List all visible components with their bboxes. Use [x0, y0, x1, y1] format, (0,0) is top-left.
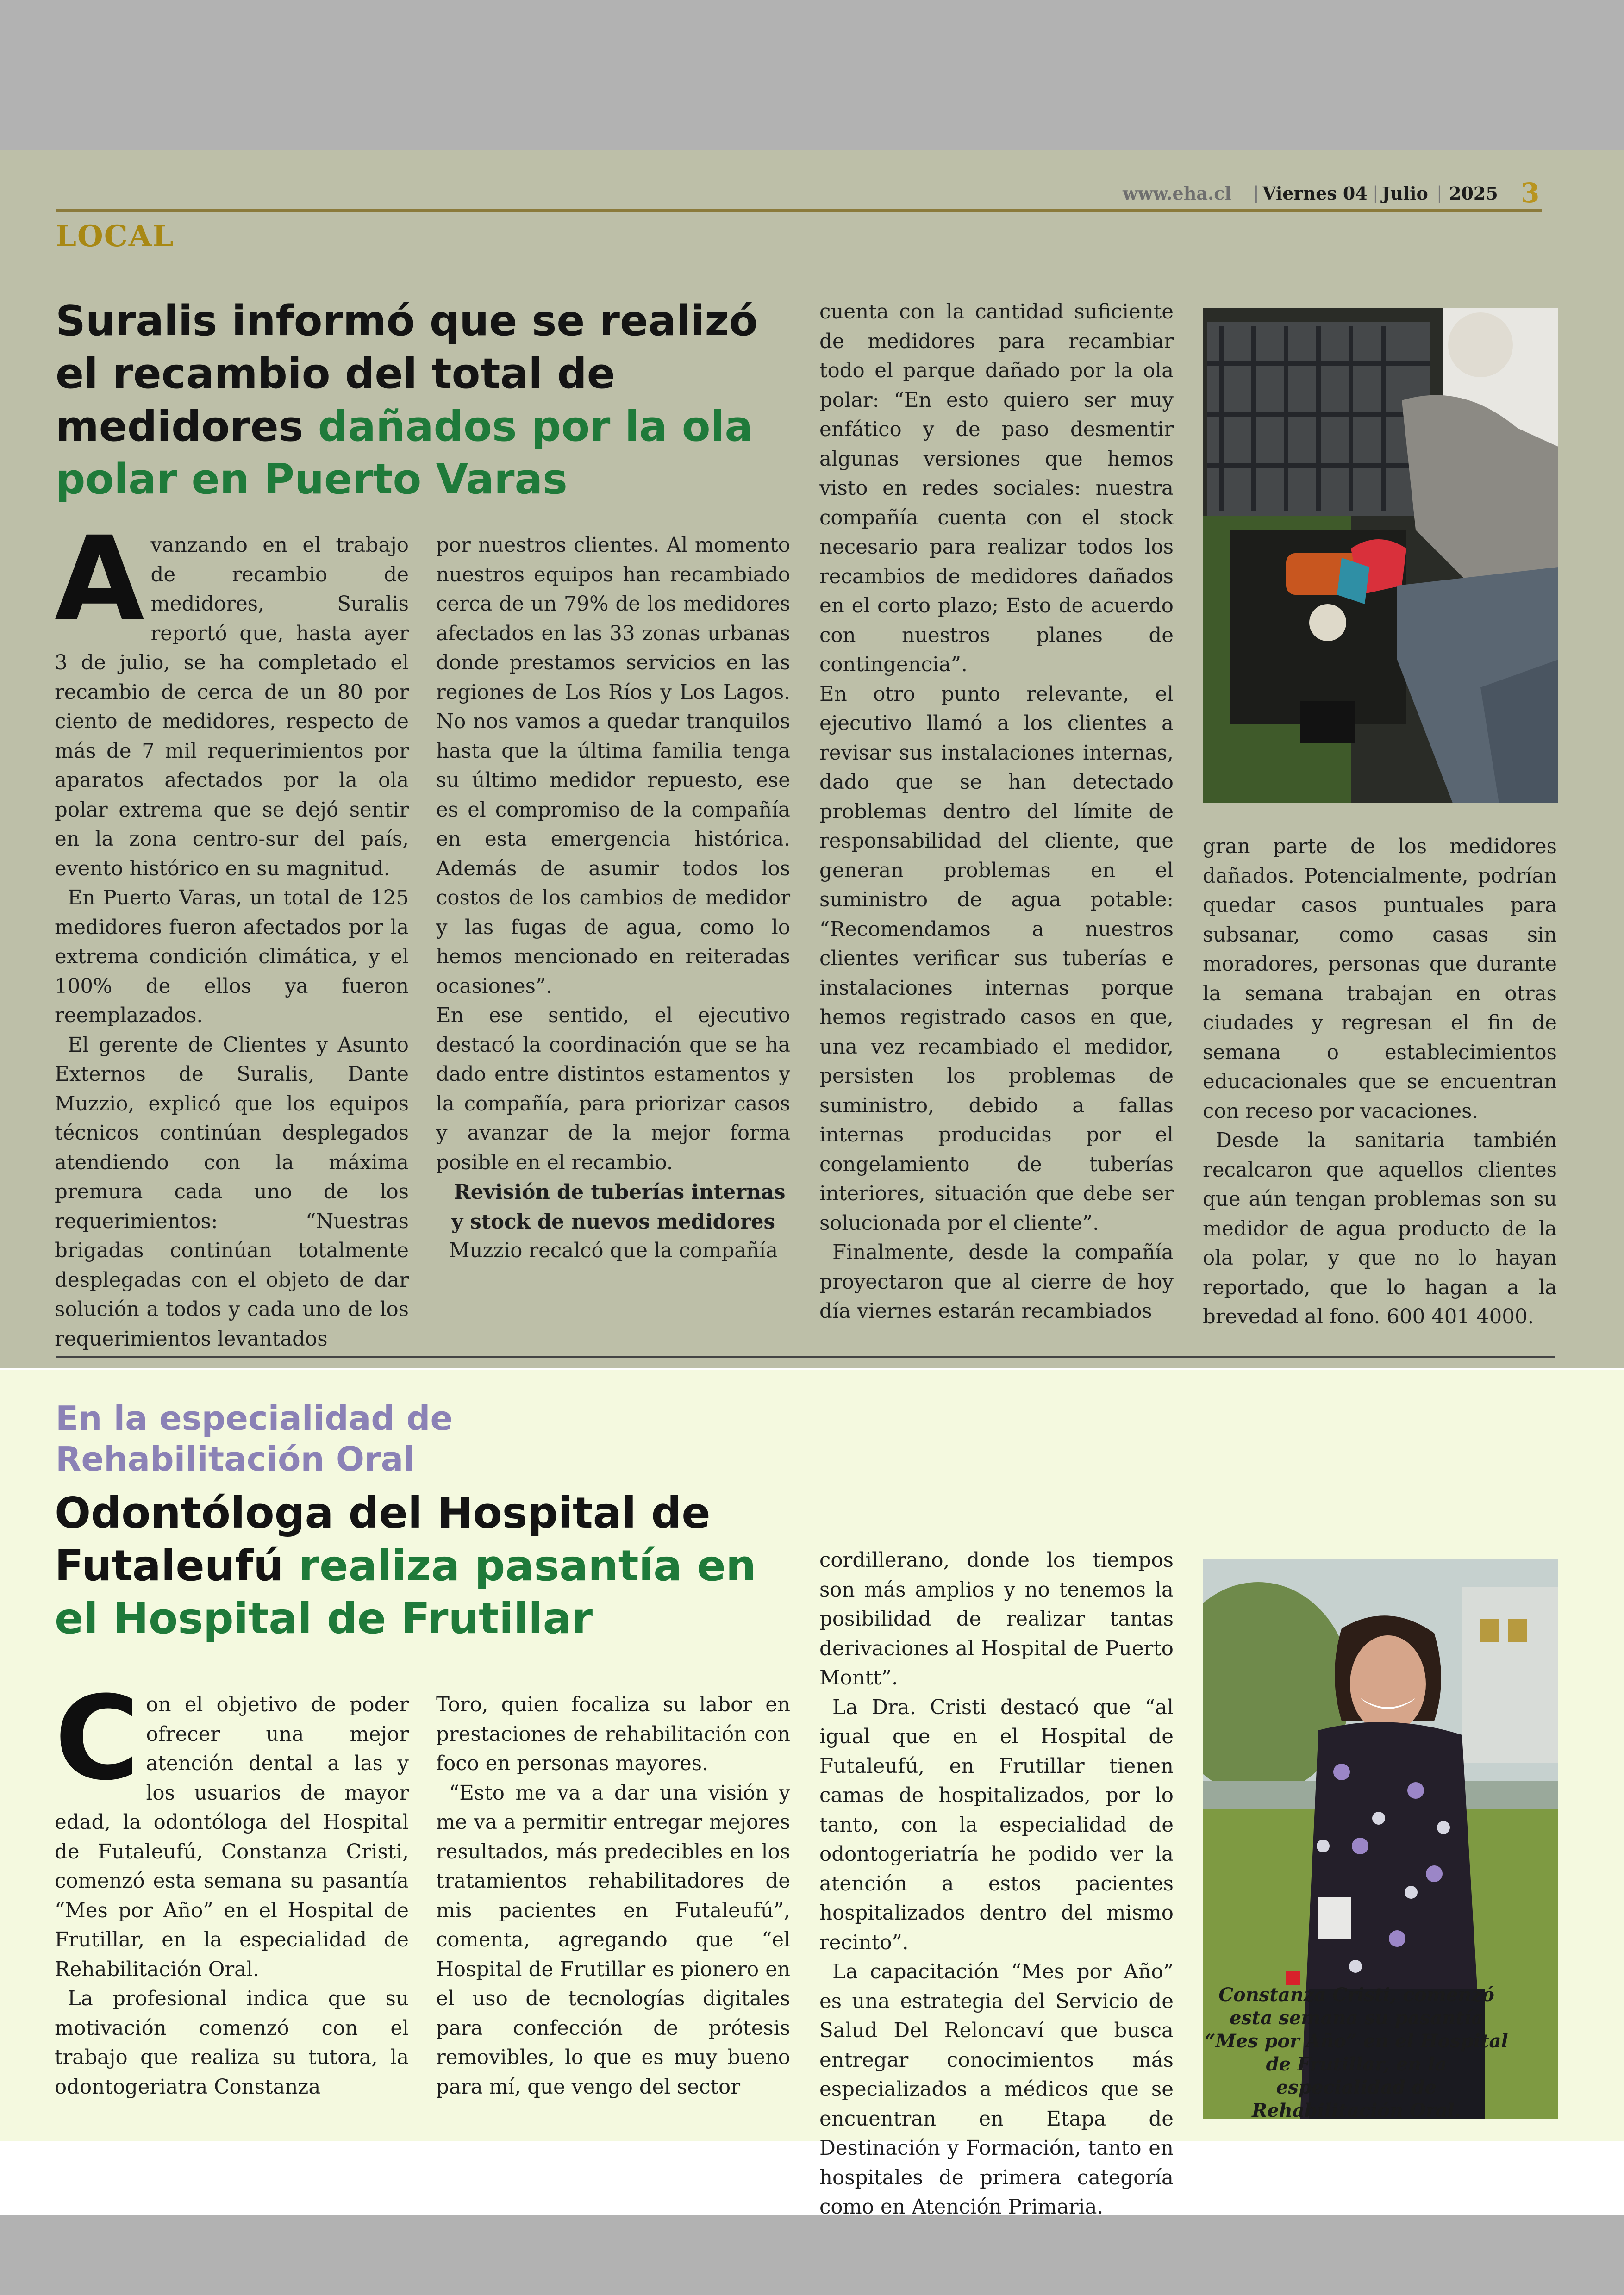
- page-number: 3: [1521, 177, 1540, 209]
- newspaper-page: [0, 150, 1624, 2219]
- header-url[interactable]: www.eha.cl: [1123, 183, 1231, 204]
- paragraph: por nuestros clientes. Al momento nuestros equipos han recambiado cerca de un 79% de los medidores afectados en las 33 zonas urbanas donde prestamos servicios en las regiones de Los Ríos y Los Lagos. No nos vamos a quedar tranquilos hasta que la última familia tenga su último medidor repuesto, ese es el compromiso de la compañía en esta emergencia histórica. Además de asumir todos los costos de los cambios de medidor y las fugas de agua, como lo hemos mencionado en reiteradas ocasiones”.: [436, 534, 790, 998]
- paragraph: gran parte de los medidores dañados. Potencialmente, podrían quedar casos puntuales para subsanar, como casas sin moradores, personas que durante la semana trabajan en otras ciudades y regresan el fin de semana o establecimientos educacionales que se encuentran con receso por vacaciones.: [1203, 835, 1557, 1123]
- article-headline: [55, 1487, 795, 1645]
- paragraph: En otro punto relevante, el ejecutivo llamó a los clientes a revisar sus instalaciones internas, dado que se han detectado problemas dentro del límite de responsabilidad del cliente, que generan problemas en el suministro de agua potable: “Recomendamos a nuestros clientes verificar sus tuberías e instalaciones internas porque hemos registrado casos en que, una vez recambiado el medidor, persisten los problemas de suministro, debido a fallas internas producidas por el congelamiento de tuberías interiores, situación que debe ser solucionada por el cliente”.: [819, 682, 1174, 1235]
- photo-caption: Constanza Cristi, comenzó esta semana su pasantía “Mes por Año” en el Hospital de Frutillar, en la especialidad de Rehabilitación Oral.: [1205, 1984, 1508, 2121]
- paragraph: La profesional indica que su motivación comenzó con el trabajo que realiza su tutora, la odontogeriatra Constanza: [55, 1987, 409, 2099]
- paragraph: “Esto me va a dar una visión y me va a permitir entregar mejores resultados, más predecibles en los tratamientos rehabilitadores de mis pacientes en Futaleufú”, comenta, agregando que “el Hospital de Frutillar es pionero en el uso de tecnologías digitales para confección de prótesis removibles, lo que es muy bueno para mí, que vengo del sector: [436, 1781, 790, 2099]
- headline-green-part: dañados por la ola polar en Puerto Varas: [56, 402, 753, 504]
- article-column-3: [819, 298, 1174, 1327]
- paragraph: El gerente de Clientes y Asunto Externos de Suralis, Dante Muzzio, explicó que los equipos técnicos continúan desplegados atendiendo con la máxima premura cada uno de los requerimientos: “Nuestras brigadas continúan totalmente desplegadas con el objeto de dar solución a todos y cada uno de los requerimientos levantados: [55, 1033, 409, 1351]
- header-day: Viernes 04: [1262, 183, 1368, 204]
- article-suralis-section: [0, 150, 1624, 1368]
- section-divider: [56, 1356, 1555, 1358]
- paragraph: cuenta con la cantidad suficiente de medidores para recambiar todo el parque dañado por la ola polar: “En esto quiero ser muy enfático y de paso desmentir algunas versiones que hemos visto en redes sociales: nuestra compañía cuenta con el stock necesario para realizar todos los recambios de medidores dañados en el corto plazo; Esto de acuerdo con nuestros planes de contingencia”.: [819, 300, 1174, 676]
- article-column-2: [436, 531, 790, 1266]
- section-label: LOCAL: [56, 219, 175, 254]
- article-column-1: [55, 1671, 409, 2102]
- drop-cap: C: [55, 1671, 140, 1806]
- article-kicker: En la especialidad de Rehabilitación Oral: [56, 1399, 453, 1478]
- paragraph: La capacitación “Mes por Año” es una estrategia del Servicio de Salud Del Reloncaví que busca entregar conocimientos más especializados a médicos que se encuentran en Etapa de Destinación y Formación, tanto en hospitales de primera categoría como en Atención Primaria.: [819, 1960, 1174, 2219]
- header-year: 2025: [1449, 183, 1498, 204]
- paragraph: cordillerano, donde los tiempos son más amplios y no tenemos la posibilidad de realizar tantas derivaciones al Hospital de Puerto Montt”.: [819, 1549, 1174, 1690]
- paragraph: La Dra. Cristi destacó que “al igual que en el Hospital de Futaleufú, en Frutillar tienen camas de hospitalizados, por lo tanto, con la especialidad de odontogeriatría he podido ver la atención a estos pacientes hospitalizados dentro del mismo recinto”.: [819, 1696, 1174, 1954]
- article-headline: [56, 295, 778, 506]
- headline-dark-part: Suralis informó que se realizó el recambio del total de medidores: [56, 297, 758, 451]
- header-separator: |: [1437, 183, 1443, 203]
- header-month: Julio: [1382, 183, 1428, 204]
- article-column-3: [819, 1546, 1174, 2222]
- paragraph: En ese sentido, el ejecutivo destacó la coordinación que se ha dado entre distintos estamentos y la compañía, para priorizar casos y avanzar de la mejor forma posible en el recambio.: [436, 1004, 790, 1174]
- paragraph: En Puerto Varas, un total de 125 medidores fueron afectados por la extrema condición climática, y el 100% de ellos ya fueron reemplazados.: [55, 886, 409, 1027]
- drop-cap: A: [55, 511, 144, 646]
- header-rule: [56, 209, 1542, 212]
- header-separator: |: [1253, 183, 1259, 203]
- paragraph: Muzzio recalcó que la compañía: [449, 1239, 778, 1262]
- meter-worker-photo: [1203, 308, 1558, 803]
- paragraph: on el objetivo de poder ofrecer una mejor atención dental a las y los usuarios de mayor edad, la odontóloga del Hospital de Futaleufú, Constanza Cristi, comenzó esta semana su pasantía “Mes por Año” en el Hospital de Frutillar, en la especialidad de Rehabilitación Oral.: [55, 1693, 409, 1981]
- paragraph: Toro, quien focaliza su labor en prestaciones de rehabilitación con foco en personas mayores.: [436, 1693, 790, 1775]
- headline-dark-part: Odontóloga del Hospital de Futaleufú: [55, 1488, 711, 1590]
- article-column-2: [436, 1690, 790, 2102]
- paragraph: Finalmente, desde la compañía proyectaron que al cierre de hoy día viernes estarán recambiados: [819, 1241, 1174, 1323]
- headline-green-part: realiza pasantía en el Hospital de Frutillar: [55, 1541, 756, 1643]
- article-column-1: [55, 511, 409, 1354]
- header-separator: |: [1373, 183, 1379, 203]
- paragraph: Desde la sanitaria también recalcaron que aquellos clientes que aún tengan problemas son su medidor de agua producto de la ola polar, y que no lo hayan reportado, que lo hagan a la brevedad al fono. 600 401 4000.: [1203, 1129, 1557, 1328]
- article-column-4: [1203, 832, 1557, 1332]
- paragraph: vanzando en el trabajo de recambio de medidores, Suralis reportó que, hasta ayer 3 de julio, se ha completado el recambio de cerca de un 80 por ciento de medidores, respecto de más de 7 mil requerimientos por aparatos afectados por la ola polar extrema que se dejó sentir en la zona centro-sur del país, evento histórico en su magnitud.: [55, 534, 409, 880]
- subheading: Revisión de tuberías internas y stock de nuevos medidores: [451, 1180, 786, 1234]
